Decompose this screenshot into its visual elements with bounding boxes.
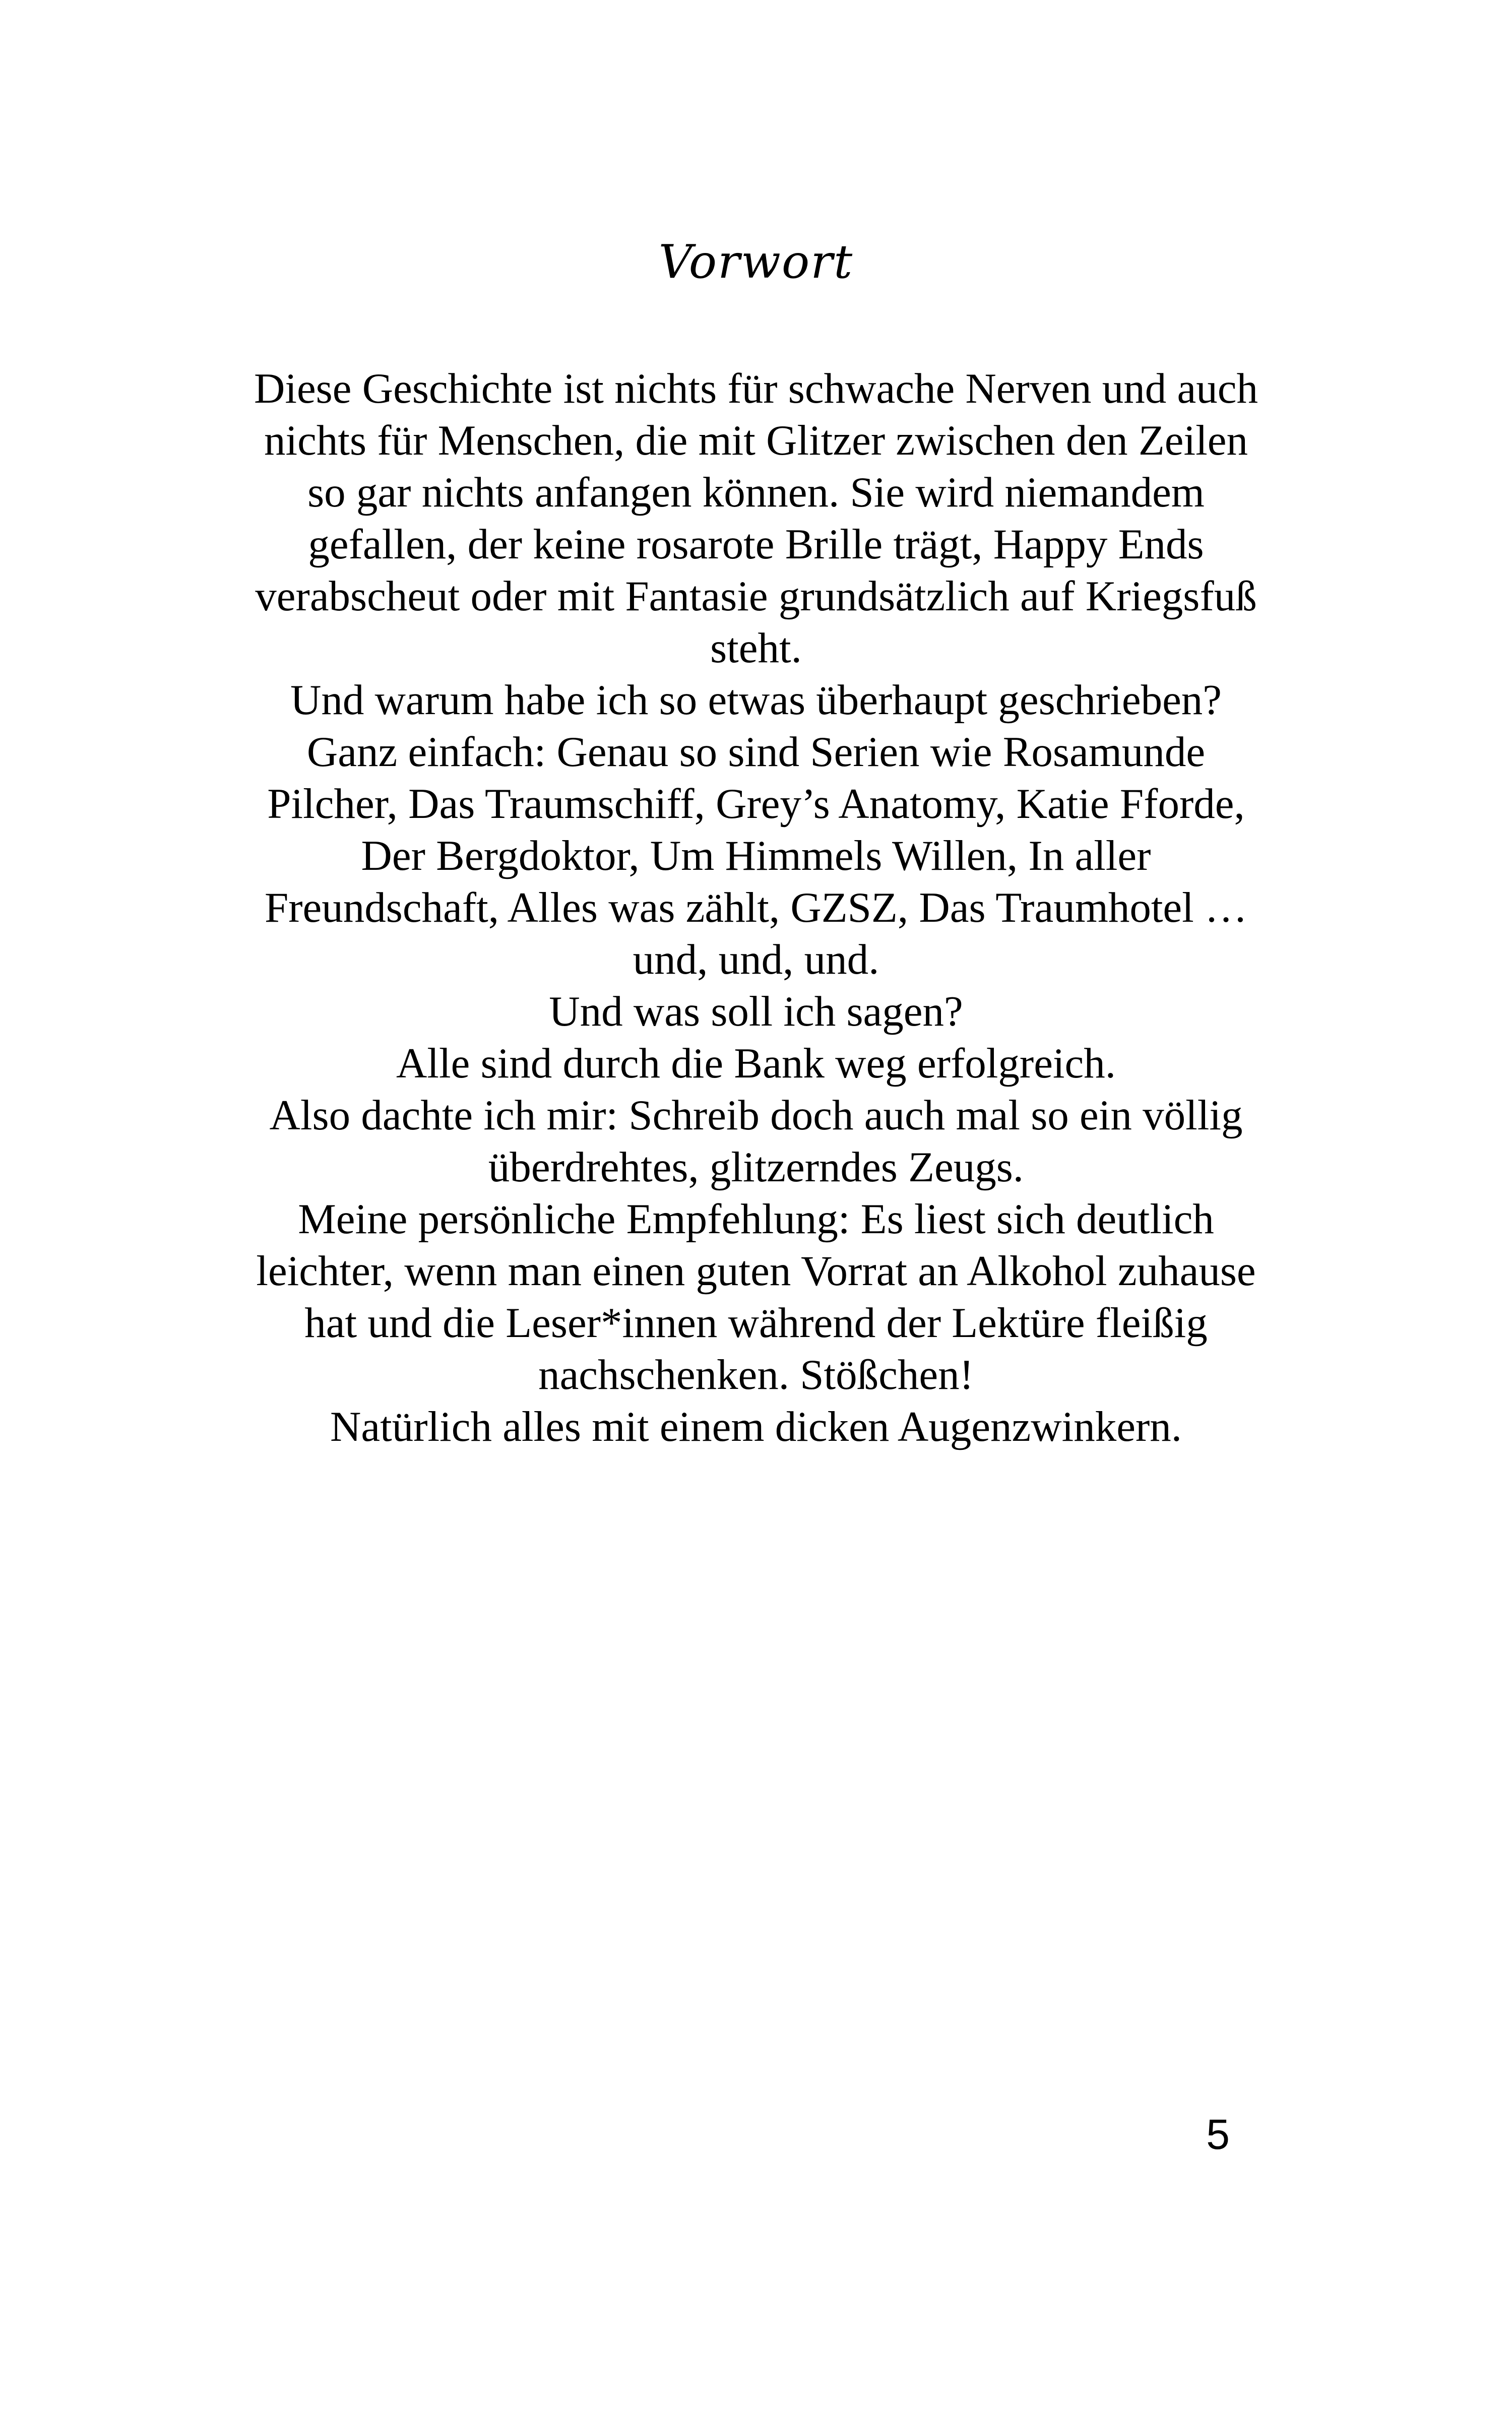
text-line: Diese Geschichte ist nichts für schwache Nerven und auch bbox=[254, 365, 1258, 412]
text-line: Und was soll ich sagen? bbox=[549, 988, 963, 1035]
text-line: Der Bergdoktor, Um Himmels Willen, In aller bbox=[361, 832, 1151, 879]
text-line: Alle sind durch die Bank weg erfolgreich. bbox=[396, 1040, 1116, 1087]
text-line: Freundschaft, Alles was zählt, GZSZ, Das Traumhotel … bbox=[264, 884, 1248, 931]
text-line: Ganz einfach: Genau so sind Serien wie Rosamunde bbox=[306, 728, 1206, 776]
text-line: Also dachte ich mir: Schreib doch auch mal so ein völlig bbox=[269, 1092, 1243, 1139]
page-title: Vorwort bbox=[658, 235, 854, 289]
text-line: gefallen, der keine rosarote Brille trägt, Happy Ends bbox=[308, 521, 1204, 568]
text-line: nichts für Menschen, die mit Glitzer zwischen den Zeilen bbox=[264, 417, 1248, 464]
foreword-text bbox=[131, 363, 1381, 1453]
text-line: überdrehtes, glitzerndes Zeugs. bbox=[488, 1143, 1024, 1191]
text-line: nachschenken. Stößchen! bbox=[538, 1351, 974, 1398]
text-line: leichter, wenn man einen guten Vorrat an Alkohol zuhause bbox=[256, 1247, 1256, 1295]
text-line: steht. bbox=[710, 624, 802, 672]
text-line: Pilcher, Das Traumschiff, Grey’s Anatomy, Katie Fforde, bbox=[267, 780, 1245, 828]
page-number: 5 bbox=[1206, 2111, 1230, 2158]
text-line: so gar nichts anfangen können. Sie wird niemandem bbox=[307, 469, 1205, 516]
text-line: Natürlich alles mit einem dicken Augenzwinkern. bbox=[330, 1403, 1182, 1450]
text-line: Und warum habe ich so etwas überhaupt geschrieben? bbox=[290, 676, 1222, 724]
text-line: und, und, und. bbox=[633, 936, 879, 983]
text-line: hat und die Leser*innen während der Lektüre fleißig bbox=[304, 1299, 1208, 1347]
text-line: verabscheut oder mit Fantasie grundsätzlich auf Kriegsfuß bbox=[255, 573, 1257, 620]
text-line: Meine persönliche Empfehlung: Es liest sich deutlich bbox=[298, 1195, 1214, 1243]
